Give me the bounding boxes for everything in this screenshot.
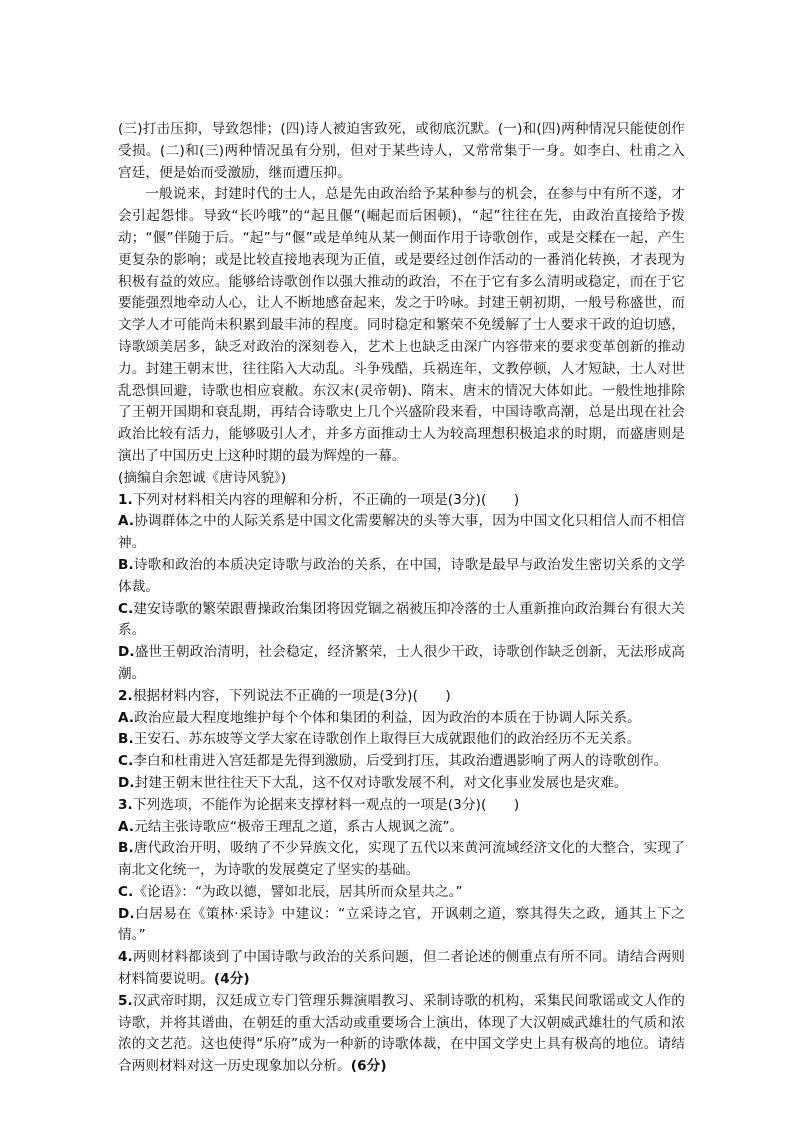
option-b <box>118 555 685 599</box>
passage-paragraph-continued: (三)打击压抑，导致怨悱；(四)诗人被迫害致死，或彻底沉默。(一)和(四)两种情况只能使创作受损。(二)和(三)两种情况虽有分别，但对于某些诗人，又常常集于一身。如李白、杜甫之入宫廷，便是始而受激励，继而遭压抑。 <box>118 121 685 181</box>
option-label: D. <box>118 774 135 791</box>
option-text: 建安诗歌的繁荣跟曹操政治集团将因党锢之祸被压抑冷落的士人重新推向政治舞台有很大关系。 <box>118 600 685 639</box>
option-label: B. <box>118 840 134 857</box>
option-c <box>118 599 685 643</box>
question-4 <box>118 947 685 991</box>
option-text: 唐代政治开明，吸纳了不少异族文化，实现了五代以来黄河流域经济文化的大整合，实现了南北文化统一，为诗歌的发展奠定了坚实的基础。 <box>118 840 685 879</box>
option-label: C. <box>118 753 134 770</box>
option-text: 李白和杜甫进入宫廷都是先得到激励，后受到打压，其政治遭遇影响了两人的诗歌创作。 <box>133 753 668 770</box>
question-score: (4分) <box>213 971 250 988</box>
question-number: 1. <box>118 491 133 508</box>
option-text: 《论语》：“为政以德，譬如北辰，居其所而众星共之。” <box>133 883 463 900</box>
option-a <box>118 708 685 730</box>
option-label: A. <box>118 709 135 726</box>
option-text: 封建王朝末世往往天下大乱，这不仅对诗歌发展不利，对文化事业发展也是灾难。 <box>134 774 628 791</box>
option-label: C. <box>118 883 134 900</box>
option-d <box>118 642 685 686</box>
question-score: (6分) <box>350 1058 387 1075</box>
question-number: 3. <box>118 796 133 813</box>
question-stem: 根据材料内容，下列说法不正确的一项是(3分)( ) <box>132 687 451 704</box>
option-c <box>118 751 685 773</box>
option-text: 诗歌和政治的本质决定诗歌与政治的关系，在中国，诗歌是最早与政治发生密切关系的文学体裁。 <box>118 556 685 595</box>
option-label: D. <box>118 905 135 922</box>
document-page <box>118 119 685 1078</box>
question-stem: 两则材料都谈到了中国诗歌与政治的关系问题，但二者论述的侧重点有所不同。请结合两则材料简要说明。 <box>118 949 685 988</box>
option-d <box>118 773 685 795</box>
question-3 <box>118 795 685 948</box>
option-text: 盛世王朝政治清明，社会稳定，经济繁荣，士人很少干政，诗歌创作缺乏创新，无法形成高潮。 <box>118 644 685 682</box>
option-label: B. <box>118 731 134 748</box>
option-text: 白居易在《策林·采诗》中建议：“立采诗之官，开讽刺之道，察其得失之政，通其上下之情。” <box>118 905 685 944</box>
question-stem: 下列选项，不能作为论据来支撑材料一观点的一项是(3分)( ) <box>132 796 520 813</box>
option-a <box>118 511 685 555</box>
passage-paragraph-main: 一般说来，封建时代的士人，总是先由政治给予某种参与的机会，在参与中有所不遂，才会引起怨悱。导致“长吟哦”的“起且偃”(崛起而后困顿)，“起”往往在先，由政治直接给予拨动；“偃”伴随于后。“起”与“偃”或是单纯从某一侧面作用于诗歌创作，或是交糅在一起，产生更复杂的影响；或是比较直接地表现为正值，或是要经过创作活动的一番消化转换，才表现为积极有益的效应。能够给诗歌创作以强大推动的政治，不在于它有多么清明或稳定，而在于它要能强烈地牵动人心，让人不断地感奋起来，发之于吟咏。封建王朝初期，一般号称盛世，而文学人才可能尚未积累到最丰沛的程度。同时稳定和繁荣不免缓解了士人要求干政的迫切感，诗歌颂美居多，缺乏对政治的深刻卷入，艺术上也缺乏由深广内容带来的要求变革创新的推动力。封建王朝末世，往往陷入大动乱。斗争残酷，兵祸连年，文教停顿，人才短缺，士人对世乱恐惧回避，诗歌也相应衰敝。东汉末(灵帝朝)、隋末、唐末的情况大体如此。一般性地排除了王朝开国期和衰乱期，再结合诗歌史上几个兴盛阶段来看，中国诗歌高潮，总是出现在社会政治比较有活力，能够吸引人才，并多方面推动士人为较高理想积极追求的时期，而盛唐则是演出了中国历史上这种时期的最为辉煌的一幕。 <box>118 186 685 464</box>
question-stem: 汉武帝时期，汉廷成立专门管理乐舞演唱教习、采制诗歌的机构，采集民间歌谣或文人作的诗歌，并将其谱曲，在朝廷的重大活动或重要场合上演出，体现了大汉朝威武雄壮的气质和浓浓的文艺范。这也使得“乐府”成为一种新的诗歌体裁，在中国文学史上具有极高的地位。请结合两则材料对这一历史现象加以分析。 <box>118 992 685 1075</box>
option-label: A. <box>118 818 135 835</box>
question-stem: 下列对材料相关内容的理解和分析，不正确的一项是(3分)( ) <box>132 491 520 508</box>
option-text: 协调群体之中的人际关系是中国文化需要解决的头等大事，因为中国文化只相信人而不相信神。 <box>118 513 685 552</box>
option-label: B. <box>118 556 134 573</box>
option-b <box>118 729 685 751</box>
option-label: A. <box>118 513 135 530</box>
option-a <box>118 817 685 839</box>
option-d <box>118 904 685 948</box>
question-5 <box>118 991 685 1078</box>
option-label: C. <box>118 600 134 617</box>
option-b <box>118 838 685 882</box>
passage-source: (摘编自余恕诚《唐诗风貌》) <box>118 469 287 486</box>
question-2 <box>118 686 685 795</box>
question-1 <box>118 490 685 686</box>
question-number: 2. <box>118 687 133 704</box>
option-label: D. <box>118 644 135 661</box>
option-text: 王安石、苏东坡等文学大家在诗歌创作上取得巨大成就跟他们的政治经历不无关系。 <box>133 731 641 748</box>
question-number: 5. <box>118 992 133 1009</box>
option-text: 元结主张诗歌应“极帝王理乱之道，系古人规讽之流”。 <box>134 818 464 835</box>
question-number: 4. <box>118 949 133 966</box>
option-text: 政治应最大程度地维护每个个体和集团的利益，因为政治的本质在于协调人际关系。 <box>134 709 641 726</box>
option-c <box>118 882 685 904</box>
